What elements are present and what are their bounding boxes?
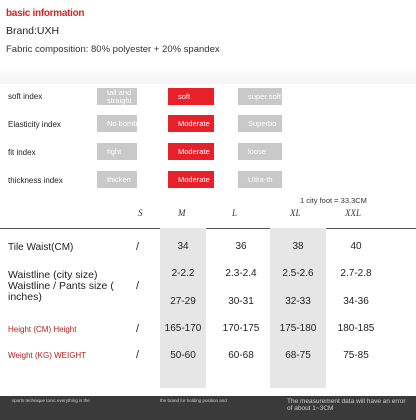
thickness-index-option-2: Moderate bbox=[168, 171, 214, 188]
elasticity-index-option-2: Moderate bbox=[168, 115, 214, 132]
waistline-city-l: 2.3-2.4 bbox=[225, 268, 257, 279]
pants-size-xl: 32-33 bbox=[285, 296, 311, 307]
tile-waist-xxl: 40 bbox=[350, 241, 362, 252]
soft-index-option-2: soft bbox=[168, 88, 214, 105]
size-column-m-shade bbox=[160, 228, 206, 388]
footer-text-mid: the brand for holding position and bbox=[160, 398, 227, 403]
size-header-xl: XL bbox=[290, 208, 301, 218]
elasticity-index-option-3: Superbo bbox=[238, 115, 282, 132]
weight-xl: 68-75 bbox=[285, 350, 311, 361]
elasticity-index-label: Elasticity index bbox=[8, 120, 61, 129]
waistline-city-m: 2-2.2 bbox=[171, 268, 195, 279]
section-title: basic information bbox=[6, 8, 85, 19]
fit-index-option-2: Moderate bbox=[168, 143, 214, 160]
pants-size-l: 30-31 bbox=[228, 296, 254, 307]
height-xxl: 180-185 bbox=[337, 323, 375, 334]
brand-label: Brand:UXH bbox=[6, 25, 60, 37]
height-xl: 175-180 bbox=[279, 323, 317, 334]
fabric-composition: Fabric composition: 80% polyester + 20% spandex bbox=[6, 44, 220, 55]
soft-index-option-1: tall and straight bbox=[97, 88, 137, 105]
fit-index-option-3: loose bbox=[238, 143, 282, 160]
height-m: 165-170 bbox=[164, 323, 202, 334]
pants-size-xxl: 34-36 bbox=[343, 296, 369, 307]
weight-xxl: 75-85 bbox=[343, 350, 369, 361]
size-header-xxl: XXL bbox=[345, 208, 362, 218]
tile-waist-label: Tile Waist(CM) bbox=[8, 242, 74, 253]
height-l: 170-175 bbox=[222, 323, 260, 334]
pants-size-s: / bbox=[136, 280, 140, 292]
header-divider bbox=[0, 228, 416, 229]
tile-waist-m: 34 bbox=[177, 241, 189, 252]
elasticity-index-option-1: No bomb bbox=[97, 115, 137, 132]
tile-waist-s: / bbox=[136, 241, 140, 253]
thickness-index-label: thickness index bbox=[8, 176, 63, 185]
footer-text-left: sports technique tonic everything is the bbox=[12, 398, 90, 403]
size-header-m: M bbox=[178, 208, 186, 218]
soft-index-label: soft index bbox=[8, 92, 43, 101]
tile-waist-l: 36 bbox=[235, 241, 247, 252]
tile-waist-xl: 38 bbox=[292, 241, 304, 252]
height-s: / bbox=[136, 323, 140, 335]
weight-s: / bbox=[136, 349, 140, 361]
pants-size-label: Waistline / Pants size ( inches) bbox=[8, 280, 114, 303]
weight-m: 50-60 bbox=[170, 350, 196, 361]
fit-index-label: fit index bbox=[8, 148, 36, 157]
weight-l: 60-68 bbox=[228, 350, 254, 361]
soft-index-option-3: super soft bbox=[238, 88, 282, 105]
unit-note: 1 city foot = 33.3CM bbox=[300, 196, 367, 205]
pants-size-m: 27-29 bbox=[170, 296, 196, 307]
size-header-s: S bbox=[138, 208, 143, 218]
waistline-city-xxl: 2.7-2.8 bbox=[340, 268, 372, 279]
divider-band bbox=[0, 64, 416, 84]
waistline-city-label: Waistline (city size) bbox=[8, 269, 98, 281]
thickness-index-option-1: thicken bbox=[97, 171, 137, 188]
size-header-l: L bbox=[232, 208, 238, 218]
waistline-city-xl: 2.5-2.6 bbox=[282, 268, 314, 279]
height-label: Height (CM) Height bbox=[8, 325, 77, 334]
footer-disclaimer: The measurement data will have an error of about 1~3CM bbox=[287, 398, 406, 412]
weight-label: Weight (KG) WEIGHT bbox=[8, 351, 87, 360]
fit-index-option-1: tight bbox=[97, 143, 137, 160]
size-column-xl-shade bbox=[270, 228, 326, 388]
thickness-index-option-3: Ultra-th bbox=[238, 171, 282, 188]
